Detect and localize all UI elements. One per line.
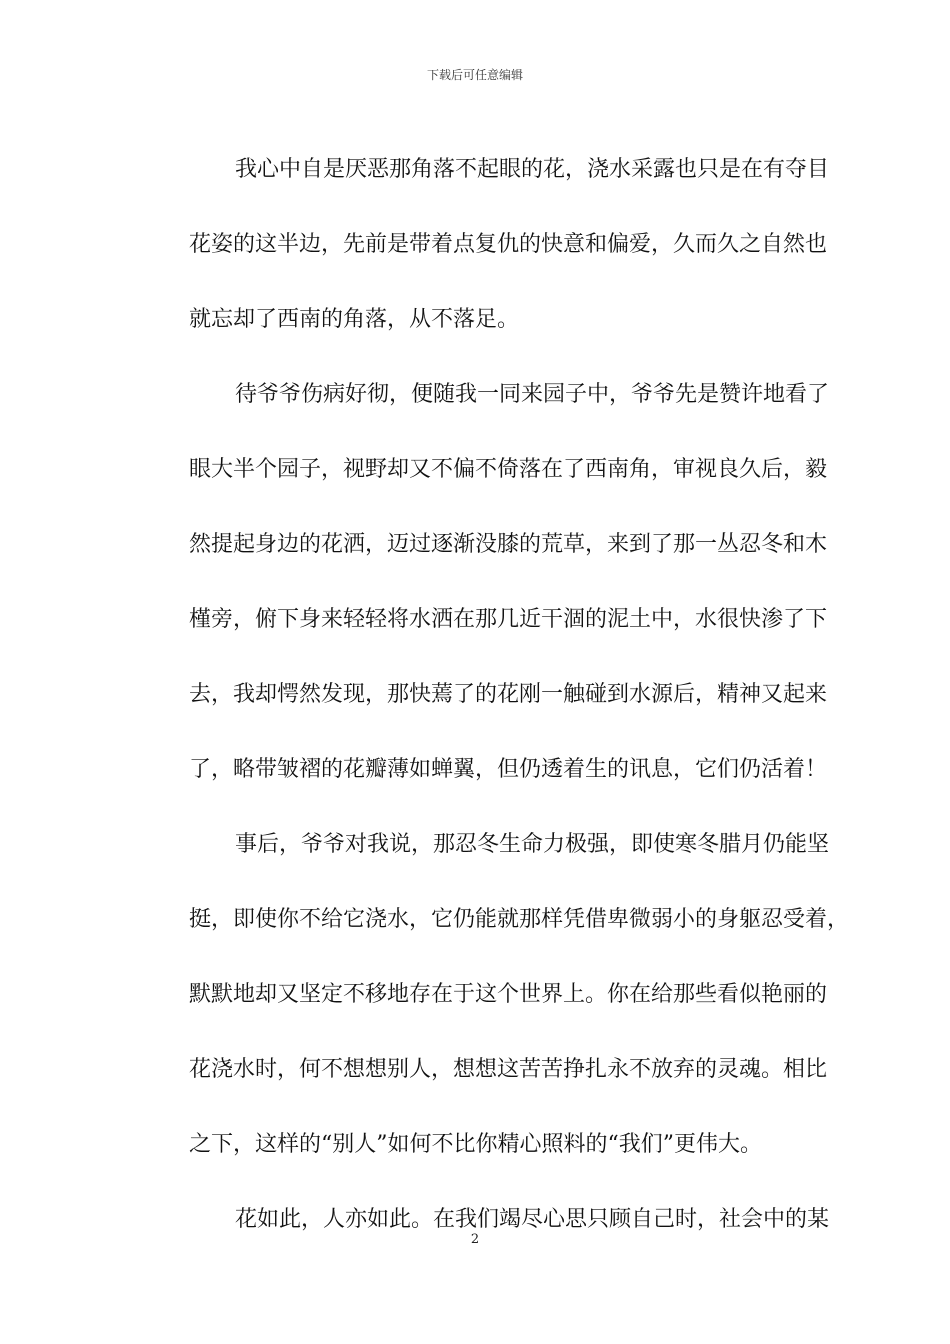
paragraph-2: [145, 357, 830, 807]
text-line: 槿旁，俯下身来轻轻将水洒在那几近干涸的泥土中，水很快渗了下: [189, 607, 828, 632]
text-line: 默默地却又坚定不移地存在于这个世界上。你在给那些看似艳丽的: [189, 982, 828, 1007]
text-line: 了，略带皱褶的花瓣薄如蝉翼，但仍透着生的讯息，它们仍活着！: [189, 757, 828, 782]
text-line: 然提起身边的花洒，迈过逐渐没膝的荒草，来到了那一丛忍冬和木: [189, 532, 828, 557]
text-line: 挺，即使你不给它浇水，它仍能就那样凭借卑微弱小的身躯忍受着，: [189, 907, 850, 932]
document-body: [145, 132, 850, 1257]
document-header-note: 下载后可任意编辑: [426, 68, 523, 82]
text-line: 待爷爷伤病好彻，便随我一同来园子中，爷爷先是赞许地看了: [235, 382, 830, 407]
text-line: 花浇水时，何不想想别人，想想这苦苦挣扎永不放弃的灵魂。相比: [189, 1057, 828, 1082]
text-line: 眼大半个园子，视野却又不偏不倚落在了西南角，审视良久后，毅: [189, 457, 828, 482]
text-line: 去，我却愕然发现，那快蔫了的花刚一触碰到水源后，精神又起来: [189, 682, 828, 707]
page-number: 2: [470, 1232, 480, 1247]
text-line: 我心中自是厌恶那角落不起眼的花，浇水采露也只是在有夺目: [235, 157, 830, 182]
text-line: 花如此，人亦如此。在我们竭尽心思只顾自己时，社会中的某: [235, 1207, 830, 1232]
text-line: 事后，爷爷对我说，那忍冬生命力极强，即使寒冬腊月仍能坚: [235, 832, 830, 857]
paragraph-1: [145, 132, 830, 357]
paragraph-3: [145, 807, 850, 1182]
text-line: 就忘却了西南的角落，从不落足。: [189, 307, 520, 332]
text-line: 花姿的这半边，先前是带着点复仇的快意和偏爱，久而久之自然也: [189, 232, 828, 257]
text-line: 之下，这样的“别人”如何不比你精心照料的“我们”更伟大。: [189, 1132, 762, 1157]
